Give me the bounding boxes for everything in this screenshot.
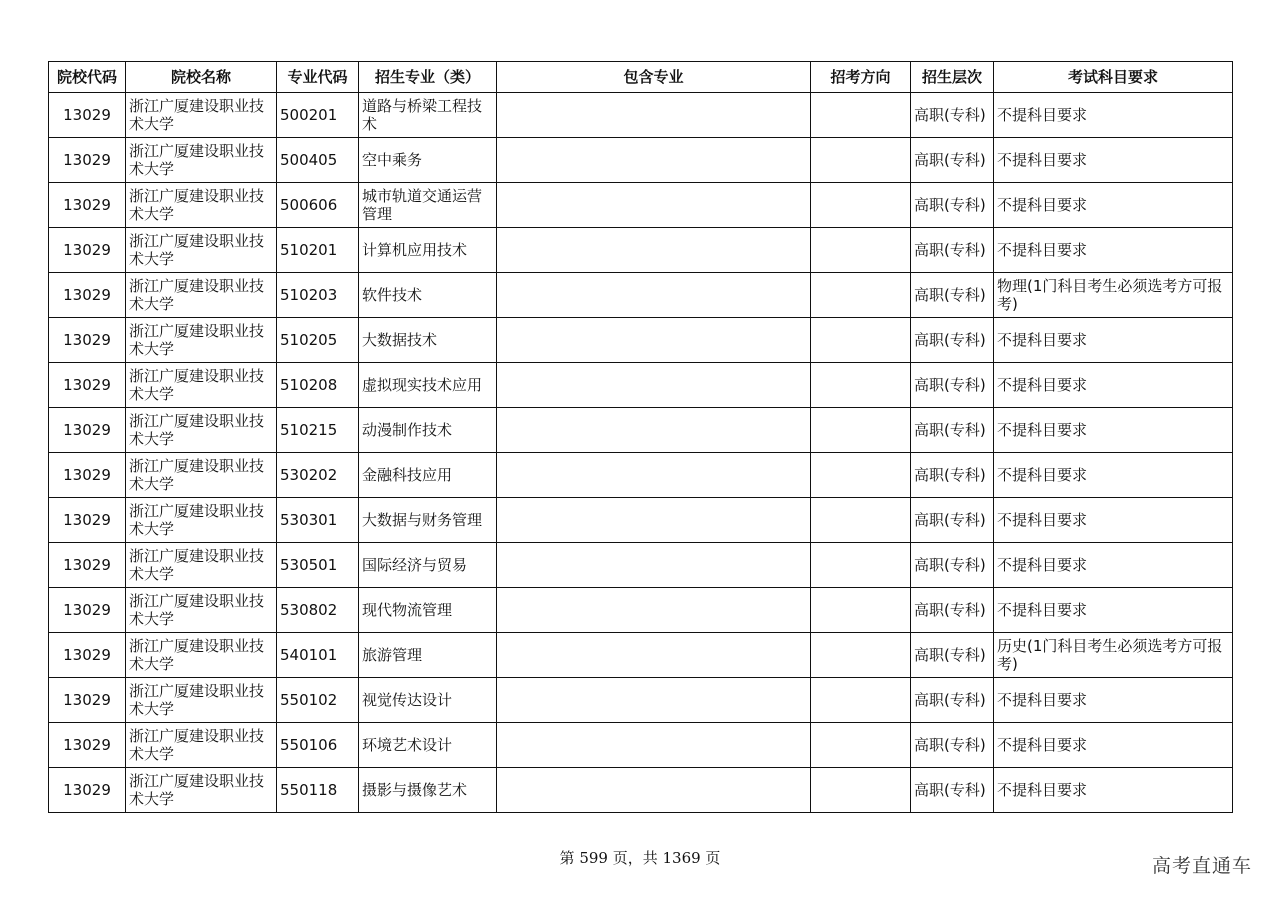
school-name-cell: 浙江广厦建设职业技术大学 [126,543,277,588]
major-code-cell: 510201 [277,228,359,273]
table-row [49,93,1233,138]
major-code-cell: 510208 [277,363,359,408]
direction-cell [811,273,911,318]
school-name-cell: 浙江广厦建设职业技术大学 [126,93,277,138]
header-included-majors: 包含专业 [497,62,811,93]
subject-requirement-cell: 不提科目要求 [994,453,1233,498]
included-majors-cell [497,273,811,318]
major-name-cell: 计算机应用技术 [359,228,497,273]
watermark-text: 高考直通车 [1151,855,1252,877]
level-cell: 高职(专科) [911,723,994,768]
school-code-cell: 13029 [49,363,126,408]
major-name-cell: 国际经济与贸易 [359,543,497,588]
school-name-cell: 浙江广厦建设职业技术大学 [126,453,277,498]
direction-cell [811,93,911,138]
major-name-cell: 动漫制作技术 [359,408,497,453]
level-cell: 高职(专科) [911,768,994,813]
school-code-cell: 13029 [49,678,126,723]
major-code-cell: 550118 [277,768,359,813]
header-subject-requirement: 考试科目要求 [994,62,1233,93]
major-name-cell: 金融科技应用 [359,453,497,498]
subject-requirement-cell: 不提科目要求 [994,768,1233,813]
school-code-cell: 13029 [49,633,126,678]
school-code-cell: 13029 [49,138,126,183]
school-code-cell: 13029 [49,183,126,228]
school-code-cell: 13029 [49,408,126,453]
table-body [49,93,1233,813]
table-row [49,273,1233,318]
major-code-cell: 530501 [277,543,359,588]
direction-cell [811,633,911,678]
included-majors-cell [497,768,811,813]
table-row [49,453,1233,498]
major-code-cell: 530202 [277,453,359,498]
school-code-cell: 13029 [49,723,126,768]
level-cell: 高职(专科) [911,408,994,453]
subject-requirement-cell: 不提科目要求 [994,588,1233,633]
school-code-cell: 13029 [49,93,126,138]
table-row [49,588,1233,633]
level-cell: 高职(专科) [911,138,994,183]
level-cell: 高职(专科) [911,93,994,138]
included-majors-cell [497,678,811,723]
level-cell: 高职(专科) [911,228,994,273]
header-row [49,62,1233,93]
level-cell: 高职(专科) [911,453,994,498]
school-code-cell: 13029 [49,498,126,543]
subject-requirement-cell: 不提科目要求 [994,498,1233,543]
table-row [49,318,1233,363]
header-school-name: 院校名称 [126,62,277,93]
school-code-cell: 13029 [49,318,126,363]
subject-requirement-cell: 不提科目要求 [994,138,1233,183]
school-name-cell: 浙江广厦建设职业技术大学 [126,273,277,318]
level-cell: 高职(专科) [911,633,994,678]
school-code-cell: 13029 [49,543,126,588]
included-majors-cell [497,318,811,363]
table-row [49,723,1233,768]
major-name-cell: 旅游管理 [359,633,497,678]
included-majors-cell [497,723,811,768]
major-name-cell: 城市轨道交通运营管理 [359,183,497,228]
direction-cell [811,543,911,588]
included-majors-cell [497,138,811,183]
included-majors-cell [497,93,811,138]
table-row [49,363,1233,408]
major-name-cell: 摄影与摄像艺术 [359,768,497,813]
table-row [49,183,1233,228]
table-row [49,408,1233,453]
level-cell: 高职(专科) [911,363,994,408]
major-name-cell: 软件技术 [359,273,497,318]
major-code-cell: 500201 [277,93,359,138]
table-row [49,768,1233,813]
direction-cell [811,363,911,408]
included-majors-cell [497,633,811,678]
school-name-cell: 浙江广厦建设职业技术大学 [126,363,277,408]
level-cell: 高职(专科) [911,543,994,588]
subject-requirement-cell: 不提科目要求 [994,228,1233,273]
direction-cell [811,723,911,768]
header-major-code: 专业代码 [277,62,359,93]
school-name-cell: 浙江广厦建设职业技术大学 [126,408,277,453]
school-code-cell: 13029 [49,768,126,813]
school-name-cell: 浙江广厦建设职业技术大学 [126,318,277,363]
direction-cell [811,408,911,453]
admissions-table [48,61,1233,813]
major-code-cell: 510203 [277,273,359,318]
included-majors-cell [497,408,811,453]
major-name-cell: 大数据与财务管理 [359,498,497,543]
school-code-cell: 13029 [49,273,126,318]
major-code-cell: 510205 [277,318,359,363]
direction-cell [811,588,911,633]
major-name-cell: 大数据技术 [359,318,497,363]
school-name-cell: 浙江广厦建设职业技术大学 [126,228,277,273]
school-name-cell: 浙江广厦建设职业技术大学 [126,588,277,633]
header-direction: 招考方向 [811,62,911,93]
included-majors-cell [497,588,811,633]
subject-requirement-cell: 物理(1门科目考生必须选考方可报考) [994,273,1233,318]
major-code-cell: 550106 [277,723,359,768]
school-name-cell: 浙江广厦建设职业技术大学 [126,138,277,183]
major-code-cell: 540101 [277,633,359,678]
major-name-cell: 视觉传达设计 [359,678,497,723]
major-code-cell: 500405 [277,138,359,183]
school-name-cell: 浙江广厦建设职业技术大学 [126,183,277,228]
level-cell: 高职(专科) [911,183,994,228]
subject-requirement-cell: 不提科目要求 [994,723,1233,768]
major-name-cell: 空中乘务 [359,138,497,183]
table-row [49,543,1233,588]
included-majors-cell [497,453,811,498]
header-level: 招生层次 [911,62,994,93]
direction-cell [811,138,911,183]
included-majors-cell [497,363,811,408]
subject-requirement-cell: 历史(1门科目考生必须选考方可报考) [994,633,1233,678]
school-code-cell: 13029 [49,588,126,633]
table-row [49,633,1233,678]
major-code-cell: 510215 [277,408,359,453]
school-name-cell: 浙江广厦建设职业技术大学 [126,768,277,813]
major-code-cell: 530301 [277,498,359,543]
subject-requirement-cell: 不提科目要求 [994,408,1233,453]
level-cell: 高职(专科) [911,318,994,363]
direction-cell [811,183,911,228]
school-name-cell: 浙江广厦建设职业技术大学 [126,678,277,723]
table-row [49,678,1233,723]
direction-cell [811,228,911,273]
level-cell: 高职(专科) [911,678,994,723]
direction-cell [811,768,911,813]
included-majors-cell [497,228,811,273]
included-majors-cell [497,183,811,228]
header-major-name: 招生专业（类） [359,62,497,93]
school-code-cell: 13029 [49,453,126,498]
included-majors-cell [497,498,811,543]
header-school-code: 院校代码 [49,62,126,93]
subject-requirement-cell: 不提科目要求 [994,183,1233,228]
direction-cell [811,453,911,498]
table-row [49,228,1233,273]
included-majors-cell [497,543,811,588]
page-number: 第 599 页，共 1369 页 [559,849,721,867]
level-cell: 高职(专科) [911,588,994,633]
subject-requirement-cell: 不提科目要求 [994,318,1233,363]
direction-cell [811,318,911,363]
school-name-cell: 浙江广厦建设职业技术大学 [126,723,277,768]
major-code-cell: 550102 [277,678,359,723]
school-name-cell: 浙江广厦建设职业技术大学 [126,498,277,543]
school-code-cell: 13029 [49,228,126,273]
table-row [49,498,1233,543]
major-name-cell: 道路与桥梁工程技术 [359,93,497,138]
table-row [49,138,1233,183]
level-cell: 高职(专科) [911,498,994,543]
major-name-cell: 现代物流管理 [359,588,497,633]
school-name-cell: 浙江广厦建设职业技术大学 [126,633,277,678]
subject-requirement-cell: 不提科目要求 [994,363,1233,408]
table-header [49,62,1233,93]
major-name-cell: 虚拟现实技术应用 [359,363,497,408]
subject-requirement-cell: 不提科目要求 [994,543,1233,588]
direction-cell [811,498,911,543]
direction-cell [811,678,911,723]
subject-requirement-cell: 不提科目要求 [994,93,1233,138]
major-code-cell: 500606 [277,183,359,228]
subject-requirement-cell: 不提科目要求 [994,678,1233,723]
level-cell: 高职(专科) [911,273,994,318]
major-name-cell: 环境艺术设计 [359,723,497,768]
major-code-cell: 530802 [277,588,359,633]
